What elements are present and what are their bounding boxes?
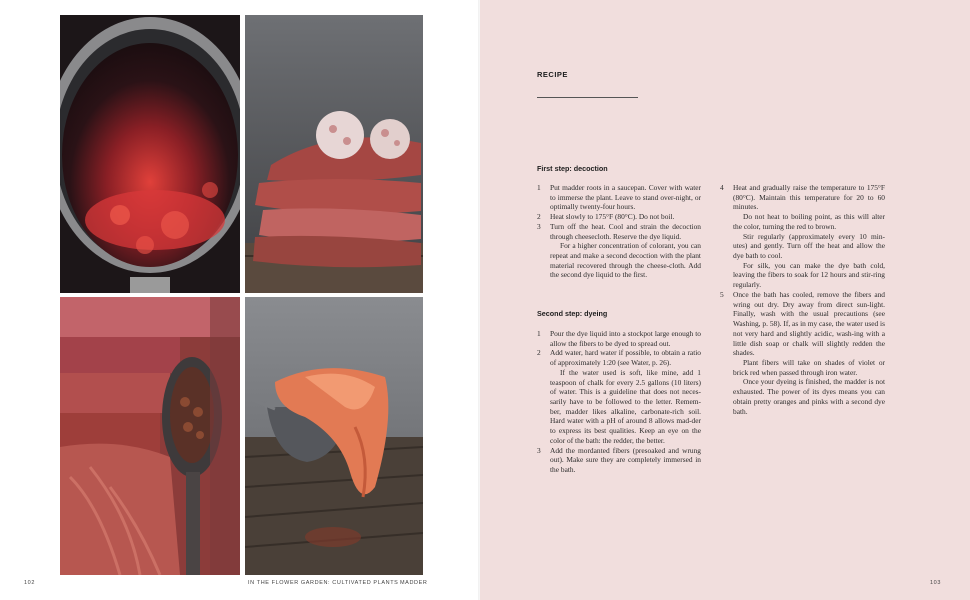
madder-fabrics-spoon-photo-icon (60, 297, 240, 575)
dyed-linen-stack-photo-icon (245, 15, 423, 293)
running-section: MADDER (400, 580, 428, 586)
step1-body (537, 183, 701, 280)
heading-rule (537, 97, 638, 98)
page-number-left: 102 (24, 580, 35, 586)
item5-note: Plant fibers will take on shades of violet or brick red when passed through iron water. (733, 357, 885, 377)
step2-body (537, 329, 701, 475)
strainer-cloth-photo-icon (245, 297, 423, 575)
list-item: 2 Heat slowly to 175°F (80°C). Do not boil. (537, 212, 675, 222)
page-number-right: 103 (930, 580, 941, 586)
list-item: 5 Once the bath has cooled, remove the fibers and wring out dry. Dry away from direct sun-light. Finally, wash with the usual precautions (see Washing, p. 58). If, as in my case, the water used is not very hard and slightly acidic, wash-ing with a little dish soap or chalk will slightly redden the shades. (720, 289, 885, 358)
step1-note: For a higher concentration of colorant, you can repeat and make a second decoction with the plant material recovered through the cheese-cloth. Add the second dye liquid to the first. (550, 241, 701, 280)
running-head: IN THE FLOWER GARDEN: CULTIVATED PLANTS (248, 580, 399, 586)
list-item: 2 Add water, hard water if possible, to obtain a ratio of approximately 1:20 (see Water, p. 26). (537, 348, 701, 368)
item4-note: For silk, you can make the dye bath cold, leaving the fibers to soak for 12 hours and stir-ring regularly. (733, 260, 885, 290)
step2-note: If the water used is soft, like mine, add 1 teaspoon of chalk for every 2.5 gallons (10 liters) of water. This is a guideline that does not neces-sarily have to be followed to the letter. Remem-ber, madder likes alkaline, carbonate-rich soil. Hard water with a pH of around 8 allows mad-der to express its best qualities. Keep an eye on the color of the bath: the redder, the better. (550, 367, 701, 445)
item4-note: Do not heat to boiling point, as this will alter the color, turning the red to brown. (733, 212, 885, 231)
item4-note: Stir regularly (approximately every 10 min-utes) and gently. Turn off the heat and allow the dye bath to cool. (733, 231, 885, 261)
left-page (0, 0, 480, 600)
dye-pot-photo-icon (60, 15, 240, 293)
item5-note: Once your dyeing is finished, the madder is not exhausted. The power of its dyes means you can obtain pretty oranges and pinks with a second dye bath. (733, 377, 885, 416)
step2-title: Second step: dyeing (537, 309, 608, 318)
recipe-heading: RECIPE (537, 70, 568, 79)
list-item: 1 Put madder roots in a saucepan. Cover with water to immerse the plant. Leave to stand over-night, or optimally twenty-four hours. (537, 183, 701, 212)
list-item: 1 Pour the dye liquid into a stockpot large enough to allow the fibers to be dyed to spread out. (537, 329, 701, 348)
list-item: 3 Turn off the heat. Cool and strain the decoction through cheesecloth. Reserve the dye liquid. (537, 221, 701, 241)
list-item: 3 Add the mordanted fibers (presoaked and wrung out). Make sure they are completely immersed in the bath. (537, 445, 701, 475)
step2-continued (720, 183, 885, 416)
list-item: 4 Heat and gradually raise the temperature to 175°F (80°C). Maintain this temperature for 20 to 60 minutes. (720, 183, 885, 212)
step1-title: First step: decoction (537, 164, 608, 173)
